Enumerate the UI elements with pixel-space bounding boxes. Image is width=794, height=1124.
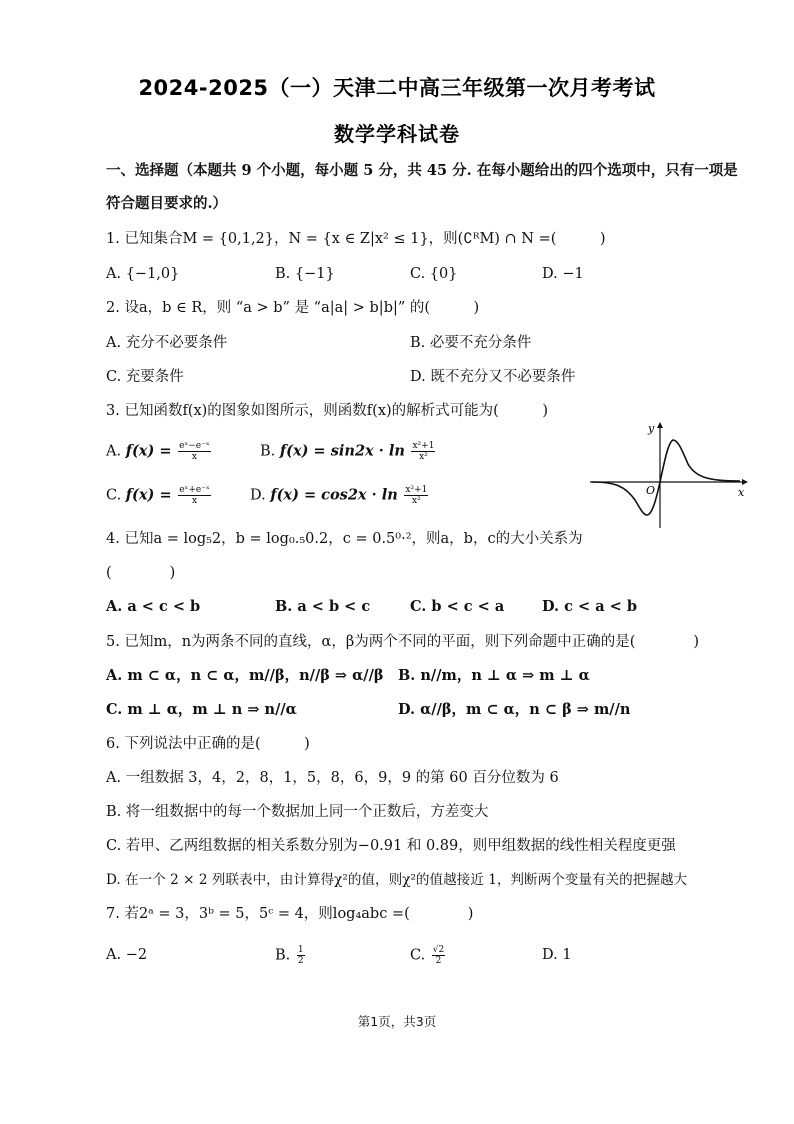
q7-option-b	[275, 945, 307, 966]
q7-option-a-label: A.	[106, 947, 122, 963]
q3-option-a-den: x	[191, 452, 197, 462]
q3-option-d	[250, 485, 430, 506]
q7-option-b-fraction	[297, 945, 305, 966]
q7-option-d-label: D.	[542, 947, 558, 963]
q2-option-c: C. 充要条件	[106, 369, 184, 385]
q1-option-d: D. −1	[542, 266, 584, 282]
q3-option-a	[106, 441, 213, 462]
q3-option-d-label: D.	[250, 487, 266, 504]
exam-title: 2024-2025（一）天津二中高三年级第一次月考考试	[138, 76, 656, 100]
q3-option-c-num: eˣ+e⁻ˣ	[179, 485, 210, 495]
q3-option-c-fraction	[178, 485, 211, 506]
graph-y-arrow	[657, 422, 663, 428]
q3-option-b-num: x²+1	[412, 441, 435, 451]
q2-option-a: A. 充分不必要条件	[106, 335, 228, 351]
q5-option-a: A. m ⊂ α，n ⊂ α，m//β，n//β ⇒ α//β	[106, 667, 384, 684]
q3-option-a-num: eˣ−e⁻ˣ	[179, 441, 210, 451]
q3-option-d-num: x²+1	[405, 485, 428, 495]
graph-curve	[592, 440, 740, 515]
q3-option-b-den: x²	[419, 452, 428, 462]
q4-option-a: A. a < c < b	[106, 598, 201, 615]
q3-option-b-lhs: f(x) = sin2x · ln	[279, 442, 405, 460]
q6-option-b: B. 将一组数据中的每一个数据加上同一个正数后，方差变大	[106, 804, 489, 820]
question-2-stem: 2. 设a，b ∈ R，则 “a > b” 是 “a|a| > b|b|” 的( )	[106, 300, 480, 316]
q3-option-c-lhs: f(x) =	[125, 486, 172, 504]
q7-option-b-label: B.	[275, 947, 291, 964]
graph-x-arrow	[742, 479, 748, 485]
q3-option-a-fraction	[178, 441, 211, 462]
q3-option-b-label: B.	[260, 443, 276, 460]
q3-option-b	[260, 441, 437, 462]
section-heading-line2: 符合题目要求的.）	[106, 195, 228, 212]
q4-option-b: B. a < b < c	[275, 598, 371, 615]
q3-option-d-lhs: f(x) = cos2x · ln	[270, 486, 398, 504]
q7-option-c-den: 2	[435, 956, 442, 966]
q2-option-d: D. 既不充分又不必要条件	[410, 369, 576, 385]
q3-option-c-label: C.	[106, 487, 122, 504]
q3-option-a-lhs: f(x) =	[125, 442, 172, 460]
q2-option-b: B. 必要不充分条件	[410, 335, 532, 351]
q4-option-d: D. c < a < b	[542, 598, 638, 615]
question-5-stem: 5. 已知m，n为两条不同的直线，α，β为两个不同的平面，则下列命题中正确的是( )	[106, 634, 700, 650]
question-3-stem: 3. 已知函数f(x)的图象如图所示，则函数f(x)的解析式可能为( )	[106, 403, 548, 419]
section-heading-line1: 一、选择题（本题共 9 个小题，每小题 5 分，共 45 分. 在每小题给出的四个选项中，只有一项是	[106, 162, 738, 179]
graph-label-x: x	[738, 486, 745, 499]
q1-option-b: B. {−1}	[275, 266, 335, 282]
q7-option-a-value: −2	[125, 947, 148, 963]
exam-subtitle: 数学学科试卷	[334, 122, 460, 146]
page-footer: 第1页，共3页	[357, 1014, 437, 1029]
q3-option-c-den: x	[191, 496, 198, 506]
q7-option-c-num: √2	[432, 945, 445, 955]
q3-option-d-fraction	[404, 485, 428, 506]
q6-option-d: D. 在一个 2 × 2 列联表中，由计算得χ²的值，则χ²的值越接近 1，判断两个变量有关的把握越大	[106, 872, 688, 888]
graph-label-y: y	[648, 422, 655, 435]
q3-option-b-fraction	[411, 441, 435, 462]
question-1-stem: 1. 已知集合M = {0,1,2}，N = {x ∈ Z|x² ≤ 1}，则(∁ᴿM) ∩ N =( )	[106, 231, 606, 247]
graph-label-origin: O	[646, 484, 656, 497]
q5-option-b: B. n//m，n ⊥ α ⇒ m ⊥ α	[398, 667, 590, 684]
q3-option-a-label: A.	[106, 443, 122, 460]
q5-option-c: C. m ⊥ α，m ⊥ n ⇒ n//α	[106, 701, 297, 718]
q3-option-c	[106, 485, 213, 506]
q7-option-d	[542, 945, 572, 965]
question-4-paren: ( )	[106, 565, 176, 581]
question-7-stem: 7. 若2ᵃ = 3，3ᵇ = 5，5ᶜ = 4，则log₄abc =( )	[106, 906, 474, 922]
q7-option-c-fraction	[432, 945, 445, 966]
q4-option-c: C. b < c < a	[410, 598, 505, 615]
q7-option-c	[410, 945, 447, 966]
q3-option-d-den: x²	[412, 496, 421, 506]
q7-option-a	[106, 945, 147, 965]
q5-option-d: D. α//β，m ⊂ α，n ⊂ β ⇒ m//n	[398, 701, 631, 718]
q7-option-b-num: 1	[297, 945, 304, 955]
q6-option-c: C. 若甲、乙两组数据的相关系数分别为−0.91 和 0.89，则甲组数据的线性相关程度更强	[106, 838, 676, 854]
q3-function-graph	[590, 420, 750, 530]
q7-option-c-label: C.	[410, 947, 426, 964]
q1-option-a: A. {−1,0}	[106, 266, 180, 282]
q6-option-a: A. 一组数据 3，4，2，8，1，5，8，6，9，9 的第 60 百分位数为 6	[106, 770, 559, 786]
q7-option-d-value: 1	[562, 947, 572, 963]
question-6-stem: 6. 下列说法中正确的是( )	[106, 736, 310, 752]
question-4-stem: 4. 已知a = log₅2，b = log₀.₅0.2，c = 0.5⁰·²，则a，b，c的大小关系为	[106, 531, 583, 547]
q7-option-b-den: 2	[297, 956, 304, 966]
q1-option-c: C. {0}	[410, 266, 458, 282]
